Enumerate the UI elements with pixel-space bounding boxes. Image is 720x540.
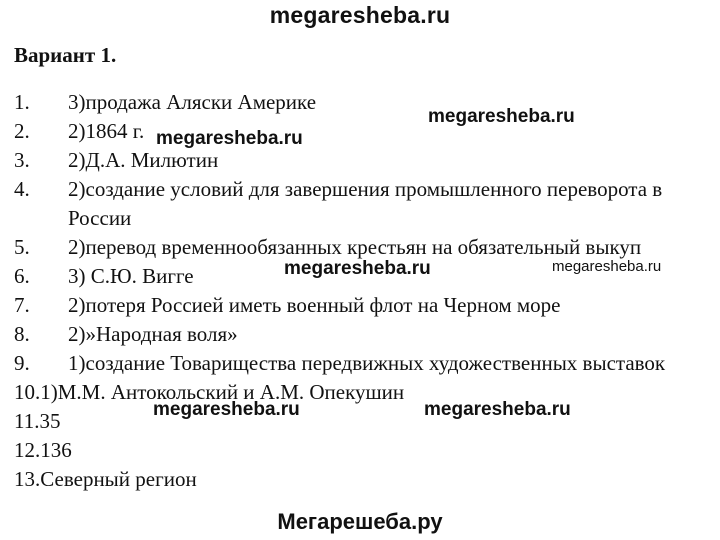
answer-number: 13. [14, 467, 41, 491]
answer-number: 11. [14, 409, 40, 433]
watermark: megaresheba.ru [153, 399, 300, 420]
answer-number: 9. [14, 351, 30, 375]
answer-text: 1)М.М. Антокольский и А.М. Опекушин [40, 380, 405, 404]
answer-number: 3. [14, 148, 30, 172]
answer-item [14, 117, 714, 146]
watermark: megaresheba.ru [428, 106, 575, 127]
answer-item [14, 407, 714, 436]
answer-number: 7. [14, 293, 30, 317]
answer-text: 35 [39, 409, 61, 433]
answer-number: 5. [14, 235, 30, 259]
answer-text: 2)перевод временнообязанных крестьян на обязательный выкуп [68, 235, 642, 259]
answer-text: 2)»Народная воля» [68, 322, 238, 346]
answer-text: 3)продажа Аляски Америке [68, 90, 317, 114]
answer-item [14, 291, 714, 320]
answer-item [14, 349, 714, 378]
answer-item [14, 320, 714, 349]
answer-text: Северный регион [40, 467, 197, 491]
answer-item [14, 146, 714, 175]
answer-item [14, 175, 714, 233]
answer-text: 136 [40, 438, 72, 462]
answer-number: 2. [14, 119, 30, 143]
answer-number: 12. [14, 438, 41, 462]
watermark: megaresheba.ru [284, 258, 431, 279]
answer-number: 6. [14, 264, 30, 288]
answer-item [14, 378, 714, 407]
answer-number: 4. [14, 177, 30, 201]
answer-text: 2)потеря Россией иметь военный флот на Черном море [68, 293, 561, 317]
watermark: megaresheba.ru [552, 258, 662, 275]
site-header-link[interactable]: megaresheba.ru [269, 2, 451, 28]
variant-title: Вариант 1. [14, 43, 117, 67]
answer-number: 10. [14, 380, 41, 404]
site-footer-link[interactable]: Мегарешеба.ру [277, 509, 443, 534]
answer-number: 1. [14, 90, 30, 114]
answer-text: 2)1864 г. [68, 119, 145, 143]
answer-item [14, 465, 714, 494]
watermark: megaresheba.ru [424, 399, 571, 420]
answer-item [14, 436, 714, 465]
answer-number: 8. [14, 322, 30, 346]
answer-text: 2)Д.А. Милютин [68, 148, 219, 172]
answer-text: 2)создание условий для завершения промышленного переворота в России [68, 177, 663, 230]
answer-item [14, 88, 714, 117]
answer-text: 1)создание Товарищества передвижных художественных выставок [68, 351, 666, 375]
watermark: megaresheba.ru [156, 128, 303, 149]
answer-text: 3) С.Ю. Вигге [68, 264, 194, 288]
answer-list [14, 88, 714, 494]
